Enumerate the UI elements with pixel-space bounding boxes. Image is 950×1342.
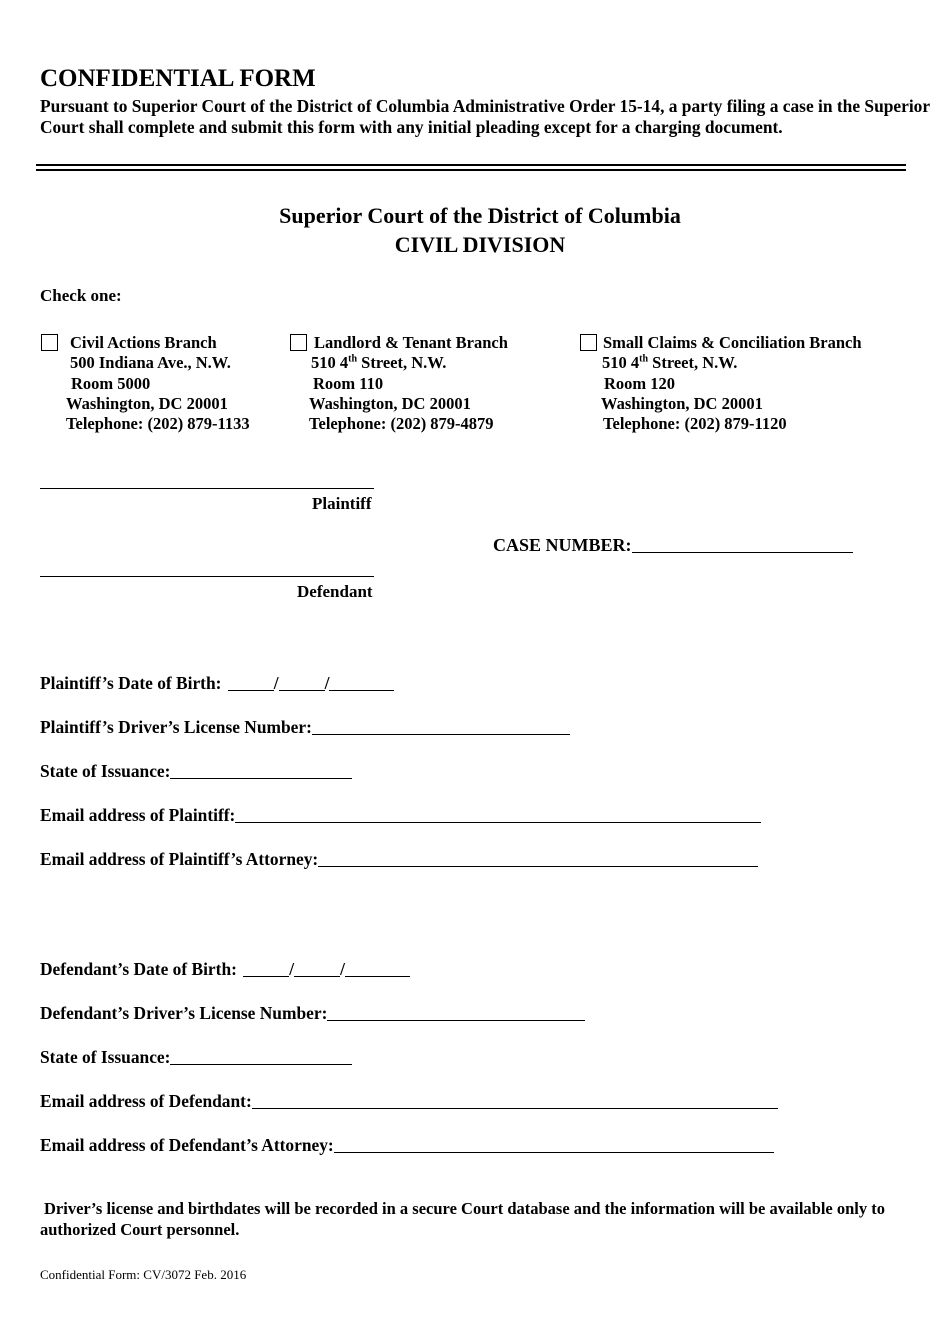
branch-street: 510 4th Street, N.W. bbox=[311, 353, 447, 373]
defendant-dob-month[interactable] bbox=[243, 960, 289, 977]
court-name: Superior Court of the District of Columbia bbox=[279, 203, 681, 228]
defendant-attorney-email-input[interactable] bbox=[334, 1136, 774, 1153]
branch-city: Washington, DC 20001 bbox=[66, 393, 228, 413]
branch-city: Washington, DC 20001 bbox=[601, 393, 763, 413]
defendant-state-field bbox=[40, 1046, 352, 1068]
branch-city: Washington, DC 20001 bbox=[309, 393, 471, 413]
branch-phone: Telephone: (202) 879-1120 bbox=[603, 414, 787, 434]
defendant-attorney-email-field bbox=[40, 1134, 774, 1156]
plaintiff-license-label: Plaintiff’s Driver’s License Number: bbox=[40, 717, 312, 737]
defendant-state-label: State of Issuance: bbox=[40, 1047, 171, 1067]
branch-street: 500 Indiana Ave., N.W. bbox=[70, 353, 231, 373]
defendant-license-input[interactable] bbox=[327, 1004, 585, 1021]
privacy-notice: Driver’s license and birthdates will be recorded in a secure Court database and the information will be available only to authorized Court personnel. bbox=[40, 1199, 886, 1239]
plaintiff-license-field bbox=[40, 716, 570, 738]
header-rule-top bbox=[36, 164, 906, 166]
plaintiff-email-input[interactable] bbox=[235, 806, 761, 823]
branch-phone: Telephone: (202) 879-4879 bbox=[309, 414, 494, 434]
plaintiff-name-line[interactable] bbox=[40, 488, 374, 489]
plaintiff-dob-label: Plaintiff’s Date of Birth: bbox=[40, 673, 222, 693]
defendant-label: Defendant bbox=[297, 582, 373, 601]
defendant-dob-label: Defendant’s Date of Birth: bbox=[40, 959, 237, 979]
plaintiff-dob-day[interactable] bbox=[279, 674, 325, 691]
case-number-field bbox=[493, 535, 853, 555]
court-division: CIVIL DIVISION bbox=[394, 232, 566, 257]
defendant-name-line[interactable] bbox=[40, 576, 374, 577]
defendant-dob-year[interactable] bbox=[345, 960, 410, 977]
branch-room: Room 120 bbox=[604, 373, 676, 393]
plaintiff-state-label: State of Issuance: bbox=[40, 761, 171, 781]
plaintiff-attorney-email-label: Email address of Plaintiff’s Attorney: bbox=[40, 849, 319, 869]
plaintiff-license-input[interactable] bbox=[312, 718, 570, 735]
defendant-dob-day[interactable] bbox=[294, 960, 340, 977]
landlord-tenant-branch bbox=[309, 333, 508, 434]
civil-actions-branch bbox=[66, 333, 250, 434]
branch-room: Room 5000 bbox=[71, 373, 151, 393]
plaintiff-attorney-email-input[interactable] bbox=[318, 850, 758, 867]
small-claims-branch bbox=[601, 333, 862, 434]
plaintiff-state-input[interactable] bbox=[170, 762, 352, 779]
plaintiff-label: Plaintiff bbox=[312, 494, 372, 513]
defendant-dob-field: Defendant’s Date of Birth: / / bbox=[40, 958, 410, 980]
defendant-license-label: Defendant’s Driver’s License Number: bbox=[40, 1003, 328, 1023]
landlord-tenant-checkbox[interactable] bbox=[290, 334, 307, 351]
defendant-email-field bbox=[40, 1090, 778, 1112]
small-claims-checkbox[interactable] bbox=[580, 334, 597, 351]
plaintiff-attorney-email-field bbox=[40, 848, 758, 870]
defendant-email-label: Email address of Defendant: bbox=[40, 1091, 252, 1111]
intro-text: Pursuant to Superior Court of the District of Columbia Administrative Order 15-14, a party filing a case in the Superior Court shall complete and submit this form with any initial pleading except for a charging document. bbox=[40, 96, 930, 137]
defendant-license-field bbox=[40, 1002, 585, 1024]
plaintiff-email-label: Email address of Plaintiff: bbox=[40, 805, 236, 825]
branch-name: Landlord & Tenant Branch bbox=[314, 333, 508, 352]
case-number-input[interactable] bbox=[632, 536, 853, 553]
plaintiff-dob-year[interactable] bbox=[329, 674, 394, 691]
plaintiff-dob-field: Plaintiff’s Date of Birth: / / bbox=[40, 672, 394, 694]
civil-actions-checkbox[interactable] bbox=[41, 334, 58, 351]
branch-room: Room 110 bbox=[313, 373, 384, 393]
form-number: Confidential Form: CV/3072 Feb. 2016 bbox=[40, 1267, 247, 1282]
form-title: CONFIDENTIAL FORM bbox=[40, 65, 316, 92]
check-one-label: Check one: bbox=[40, 286, 122, 305]
branch-phone: Telephone: (202) 879-1133 bbox=[66, 414, 250, 434]
case-number-label: CASE NUMBER: bbox=[493, 535, 632, 555]
plaintiff-state-field bbox=[40, 760, 352, 782]
branch-name: Civil Actions Branch bbox=[70, 333, 217, 352]
branch-street: 510 4th Street, N.W. bbox=[602, 353, 738, 373]
branch-name: Small Claims & Conciliation Branch bbox=[603, 333, 862, 352]
defendant-attorney-email-label: Email address of Defendant’s Attorney: bbox=[40, 1135, 334, 1155]
defendant-state-input[interactable] bbox=[170, 1048, 352, 1065]
plaintiff-email-field bbox=[40, 804, 761, 826]
defendant-email-input[interactable] bbox=[252, 1092, 778, 1109]
header-rule-bottom bbox=[36, 169, 906, 171]
plaintiff-dob-month[interactable] bbox=[228, 674, 274, 691]
